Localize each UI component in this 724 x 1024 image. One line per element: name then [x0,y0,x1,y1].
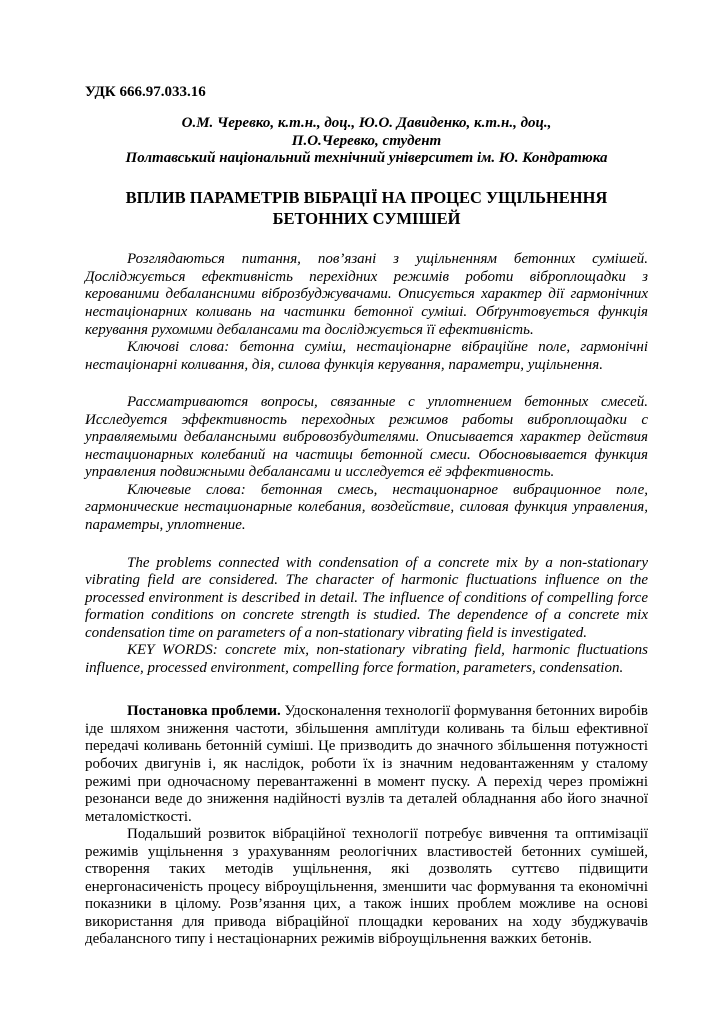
author-line-2: П.О.Черевко, студент [291,132,442,149]
abstract-uk [85,251,648,374]
author-line-1: О.М. Черевко, к.т.н., доц., Ю.О. Давиденко, к.т.н., доц., [181,115,552,131]
abstract-ru [85,394,648,534]
abstract-en-text: The problems connected with condensation of a concrete mix by a non-stationary vibrating field are considered. The character of harmonic fluctuations influence on the processed environment is described in detail. The influence of conditions of compelling force formation conditions on concrete strength is studied. The dependence of a concrete mix condensation time on parameters of a non-stationary vibrating field is investigated. [85,554,648,641]
abstract-en-keywords: KEY WORDS: concrete mix, non-stationary vibrating field, harmonic fluctuations influence, processed environment, compelling force formation, parameters, condensation. [85,642,648,676]
udc-code: УДК 666.97.033.16 [85,84,206,100]
body-paragraph-1-text: Удосконалення технології формування бетонних виробів іде шляхом зниження частоти, збільшення амплітуди коливань та більш ефективної передачі коливань бетонній суміші. Це призводить до значного збільшення потужності робочих двигунів і, як наслідок, роботи їх із значним недовантаженням у сталому режимі при одночасному перевантаженні в момент пуску. А перехід через проміжні резонанси веде до зниження надійності вузлів та деталей обладнання або його значної металомісткості. [85,703,648,825]
paper-title-line-2: БЕТОННИХ СУМІШЕЙ [272,208,461,228]
abstract-uk-text: Розглядаються питання, пов’язані з ущільненням бетонних сумішей. Досліджується ефективність перехідних режимів роботи віброплощадки з керованими дебалансними віброзбуджувачами. Описується характер дії гармонічних нестаціонарних коливань на частинки бетонної суміші. Обґрунтовується функція керування рухомими дебалансами та досліджується її ефективність. [85,251,648,338]
authors-block [85,115,648,168]
abstract-ru-keywords: Ключевые слова: бетонная смесь, нестационарное вибрационное поле, гармонические нестационарные колебания, воздействие, силовая функция управления, параметры, уплотнение. [85,481,648,533]
affiliation: Полтавський національний технічний університет ім. Ю. Кондратюка [125,150,608,167]
paper-title-line-1: ВПЛИВ ПАРАМЕТРІВ ВІБРАЦІЇ НА ПРОЦЕС УЩІЛЬНЕННЯ [125,188,608,208]
abstract-en [85,555,648,678]
body-paragraph-1 [85,703,648,826]
paper-title [85,188,648,229]
abstract-ru-text: Рассматриваются вопросы, связанные с уплотнением бетонных смесей. Исследуется эффективность переходных режимов работы виброплощадки с управляемыми дебалансными вибровозбудителями. Описывается характер действия нестационарных колебаний на частицы бетонной смеси. Обосновывается функция управления подвижными дебалансами и исследуется её эффективность. [85,394,648,481]
section-heading-problem-statement: Постановка проблеми. [127,703,281,720]
abstract-uk-keywords: Ключові слова: бетонна суміш, нестаціонарне вібраційне поле, гармонічні нестаціонарні коливання, дія, силова функція керування, параметри, ущільнення. [85,339,648,373]
body-section [85,703,648,949]
body-paragraph-2: Подальший розвиток вібраційної технології потребує вивчення та оптимізації режимів ущільнення з урахуванням реологічних властивостей бетонних сумішей, створення таких методів ущільнення, які дозволять суттєво підвищити енергонасиченість процесу віброущільнення, зменшити час формування та економічні показники в цілому. Розв’язання цих, а також інших проблем можливе на основі використання для привода вібраційної площадки керованих на ходу збуджувачів дебалансного типу і нестаціонарних режимів віброущільнення важких бетонів. [85,826,648,948]
